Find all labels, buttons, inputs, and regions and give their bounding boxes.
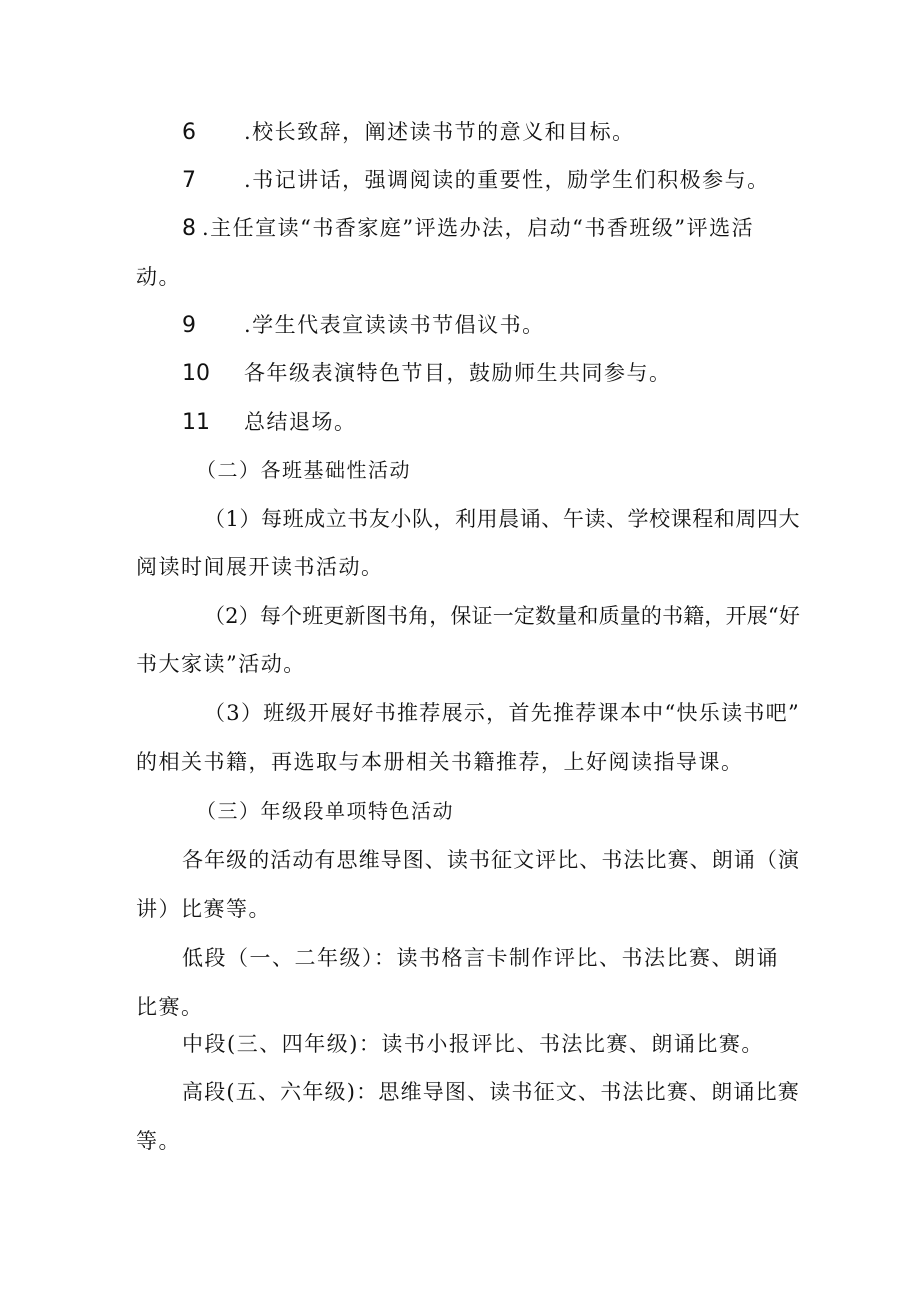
- list-item: [182, 118, 635, 147]
- paragraph-line: 的相关书籍，再选取与本册相关书籍推荐，上好阅读指导课。: [136, 750, 744, 774]
- paragraph-line: 中段(三、四年级)：读书小报评比、书法比赛、朗诵比赛。: [182, 1032, 764, 1056]
- item-number: 7: [182, 168, 196, 193]
- item-text: .主任宣读“书香家庭”评选办法，启动“书香班级”评选活: [202, 216, 755, 240]
- paragraph-line: 低段（一、二年级）：读书格言卡制作评比、书法比赛、朗诵: [182, 946, 779, 970]
- item-number: 11: [182, 410, 210, 435]
- list-item: [182, 166, 770, 195]
- paragraph-line: 阅读时间展开读书活动。: [136, 555, 384, 579]
- list-item: [182, 359, 672, 388]
- list-item: [182, 311, 545, 340]
- section-heading: （二）各班基础性活动: [196, 458, 411, 482]
- item-text: .校长致辞，阐述读书节的意义和目标。: [244, 120, 635, 144]
- item-number: 9: [182, 313, 196, 338]
- paragraph-line: （3）班级开展好书推荐展示，首先推荐课本中“快乐读书吧”: [204, 701, 800, 725]
- paragraph-line: （1）每班成立书友小队，利用晨诵、午读、学校课程和周四大: [204, 507, 800, 531]
- paragraph-line: 高段(五、六年级)：思维导图、读书征文、书法比赛、朗诵比赛: [182, 1080, 800, 1104]
- paragraph-line: （2）每个班更新图书角，保证一定数量和质量的书籍，开展“好: [204, 604, 800, 628]
- paragraph-line: 各年级的活动有思维导图、读书征文评比、书法比赛、朗诵（演: [182, 848, 800, 872]
- item-text: .学生代表宣读读书节倡议书。: [244, 313, 545, 337]
- item-text: 总结退场。: [244, 410, 357, 434]
- list-item: [182, 408, 357, 437]
- section-heading: （三）年级段单项特色活动: [196, 799, 454, 823]
- item-text: 各年级表演特色节目，鼓励师生共同参与。: [244, 361, 672, 385]
- item-text-continuation: 动。: [136, 265, 181, 289]
- paragraph-line: 比赛。: [136, 995, 204, 1019]
- item-number: 8: [182, 216, 196, 241]
- paragraph-line: 等。: [136, 1129, 181, 1153]
- list-item: [182, 214, 754, 243]
- item-number: 6: [182, 120, 196, 145]
- item-text: .书记讲话，强调阅读的重要性，励学生们积极参与。: [244, 168, 770, 192]
- paragraph-line: 书大家读”活动。: [136, 652, 306, 676]
- paragraph-line: 讲）比赛等。: [136, 897, 271, 921]
- item-number: 10: [182, 361, 210, 386]
